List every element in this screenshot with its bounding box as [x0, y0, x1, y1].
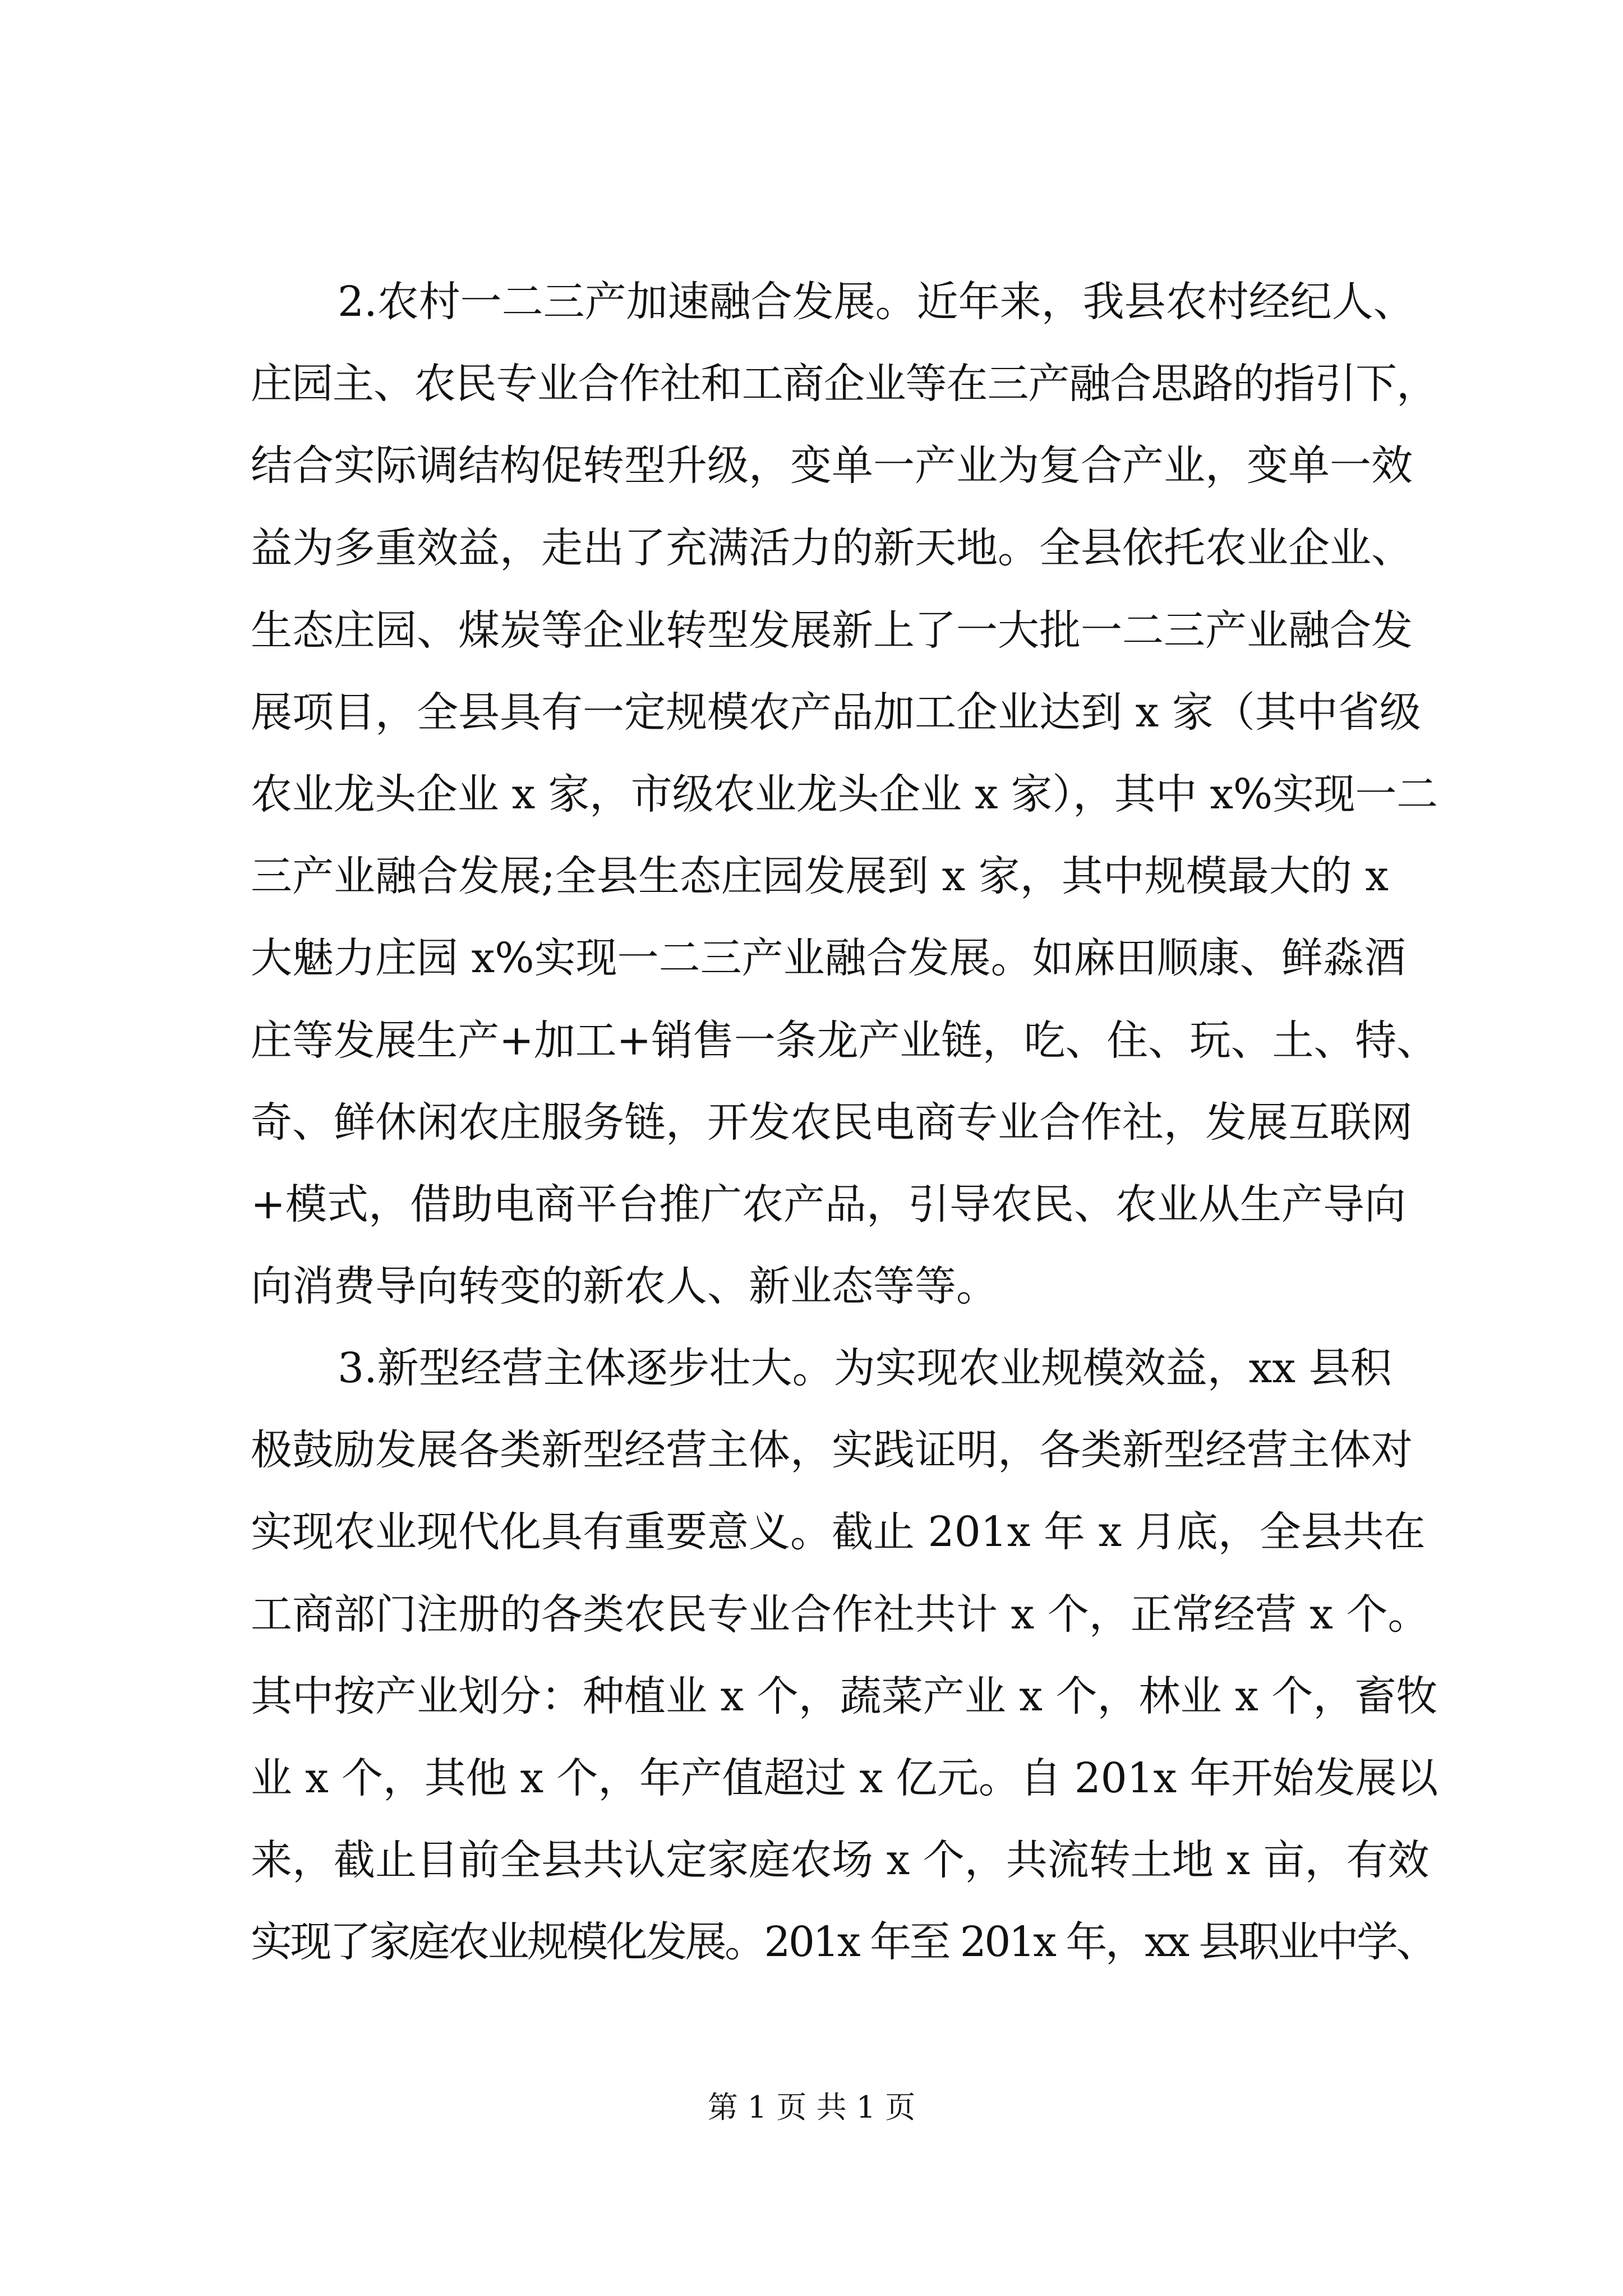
- page-footer: 第 1 页 共 1 页: [707, 2090, 916, 2125]
- paragraph-2-line-7: 农业龙头企业 x 家，市级农业龙头企业 x 家），其中 x%实现一二: [251, 770, 1438, 818]
- paragraph-2-line-13: 向消费导向转变的新农人、新业态等等。: [251, 1262, 998, 1310]
- paragraph-3-line-3: 实现农业现代化具有重要意义。截止 201x 年 x 月底，全县共在: [251, 1508, 1426, 1556]
- paragraph-2-line-2: 庄园主、农民专业合作社和工商企业等在三产融合思路的指引下，: [251, 360, 1437, 408]
- paragraph-3-line-4: 工商部门注册的各类农民专业合作社共计 x 个，正常经营 x 个。: [251, 1590, 1430, 1639]
- paragraph-2-line-10: 庄等发展生产+加工+销售一条龙产业链，吃、住、玩、土、特、: [251, 1016, 1438, 1065]
- paragraph-2-line-5: 生态庄园、煤炭等企业转型发展新上了一大批一二三产业融合发: [251, 606, 1413, 655]
- paragraph-3-line-1: 3.新型经营主体逐步壮大。为实现农业规模效益，xx 县积: [338, 1344, 1392, 1392]
- paragraph-3-line-7: 来，截止目前全县共认定家庭农场 x 个，共流转土地 x 亩，有效: [251, 1836, 1430, 1884]
- paragraph-3-line-5: 其中按产业划分：种植业 x 个，蔬菜产业 x 个，林业 x 个，畜牧: [251, 1672, 1438, 1720]
- paragraph-2-line-1: 2.农村一二三产加速融合发展。近年来，我县农村经纪人、: [338, 278, 1415, 326]
- paragraph-2-line-3: 结合实际调结构促转型升级，变单一产业为复合产业，变单一效: [251, 441, 1413, 490]
- paragraph-2-line-11: 奇、鲜休闲农庄服务链，开发农民电商专业合作社，发展互联网: [251, 1098, 1413, 1147]
- paragraph-2-line-12: +模式，借助电商平台推广农产品，引导农民、农业从生产导向: [251, 1180, 1407, 1228]
- paragraph-2-line-8: 三产业融合发展;全县生态庄园发展到 x 家，其中规模最大的 x: [251, 852, 1389, 900]
- paragraph-2-line-4: 益为多重效益，走出了充满活力的新天地。全县依托农业企业、: [251, 524, 1413, 572]
- paragraph-3-line-6: 业 x 个，其他 x 个，年产值超过 x 亿元。自 201x 年开始发展以: [251, 1754, 1438, 1802]
- paragraph-3-line-8: 实现了家庭农业规模化发展。201x 年至 201x 年，xx 县职业中学、: [251, 1918, 1436, 1966]
- paragraph-2-line-9: 大魅力庄园 x%实现一二三产业融合发展。如麻田顺康、鲜淼酒: [251, 934, 1406, 982]
- paragraph-3-line-2: 极鼓励发展各类新型经营主体，实践证明，各类新型经营主体对: [251, 1426, 1413, 1474]
- paragraph-2-line-6: 展项目，全县具有一定规模农产品加工企业达到 x 家（其中省级: [251, 688, 1421, 737]
